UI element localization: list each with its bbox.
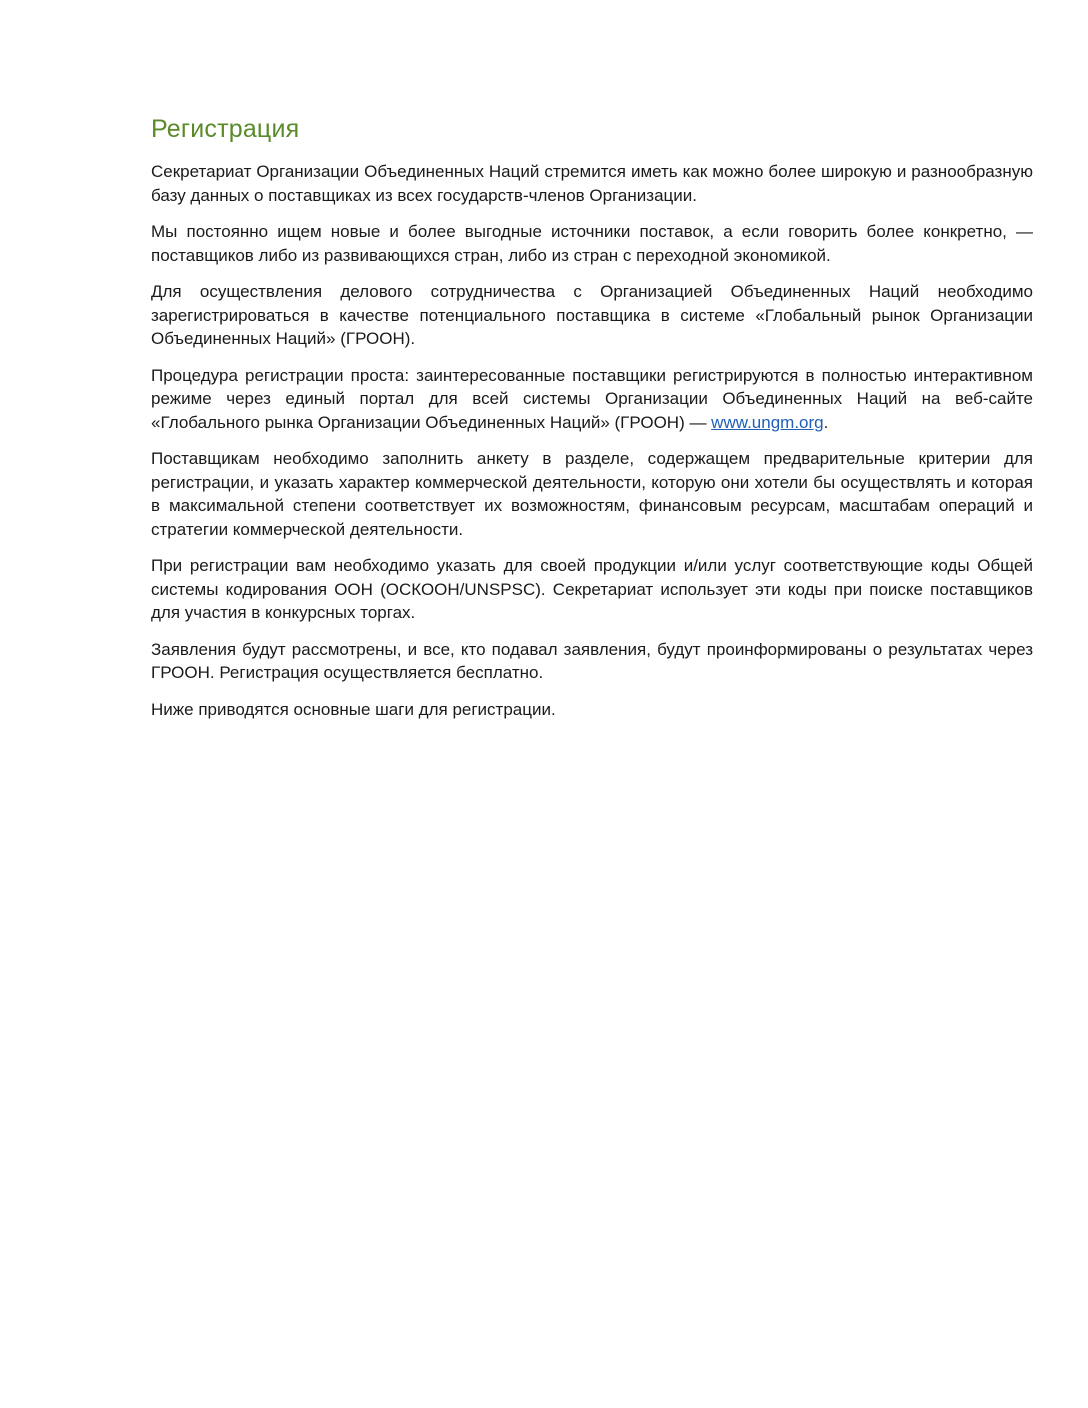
paragraph-applications-review: Заявления будут рассмотрены, и все, кто подавал заявления, будут проинформированы о результатах через ГРООН. Регистрация осуществляется бесплатно. xyxy=(151,639,1033,682)
paragraph-registration-requirement: Для осуществления делового сотрудничества с Организацией Объединенных Наций необходимо зарегистрироваться в качестве потенциального поставщика в системе «Глобальный рынок Организации Объединенных Наций» (ГРООН). xyxy=(151,282,1033,348)
paragraph-unspsc-codes: При регистрации вам необходимо указать для своей продукции и/или услуг соответствующие коды Общей системы кодирования ООН (ОСКООН/UNSPSC). Секретариат использует эти коды при поиске поставщиков для участия в конкурсных торгах. xyxy=(151,556,1033,622)
paragraph-questionnaire: Поставщикам необходимо заполнить анкету в разделе, содержащем предварительные критерии для регистрации, и указать характер коммерческой деятельности, которую они хотели бы осуществлять и которая в максимальной степени соответствует их возможностям, финансовым ресурсам, масштабам операций и стратегии коммерческой деятельности. xyxy=(151,449,1033,539)
document-body xyxy=(151,112,1033,734)
ungm-website-link[interactable]: www.ungm.org xyxy=(711,412,824,432)
paragraph-main-steps: Ниже приводятся основные шаги для регистрации. xyxy=(151,699,556,719)
paragraph-procedure-end: . xyxy=(823,412,829,432)
section-heading: Регистрация xyxy=(151,115,300,143)
paragraph-secretariat-database: Секретариат Организации Объединенных Наций стремится иметь как можно более широкую и разнообразную базу данных о поставщиках из всех государств-членов Организации. xyxy=(151,162,1033,205)
paragraph-procedure-text: Процедура регистрации проста: заинтересованные поставщики регистрируются в полностью интерактивном режиме через единый портал для всей системы Организации Объединенных Наций на веб-сайте «Глобального рынка Организации Объединенных Наций» (ГРООН) — xyxy=(151,365,1033,432)
paragraph-new-sources: Мы постоянно ищем новые и более выгодные источники поставок, а если говорить более конкретно, — поставщиков либо из развивающихся стран, либо из стран с переходной экономикой. xyxy=(151,222,1033,265)
paragraph-registration-procedure xyxy=(151,364,1033,435)
